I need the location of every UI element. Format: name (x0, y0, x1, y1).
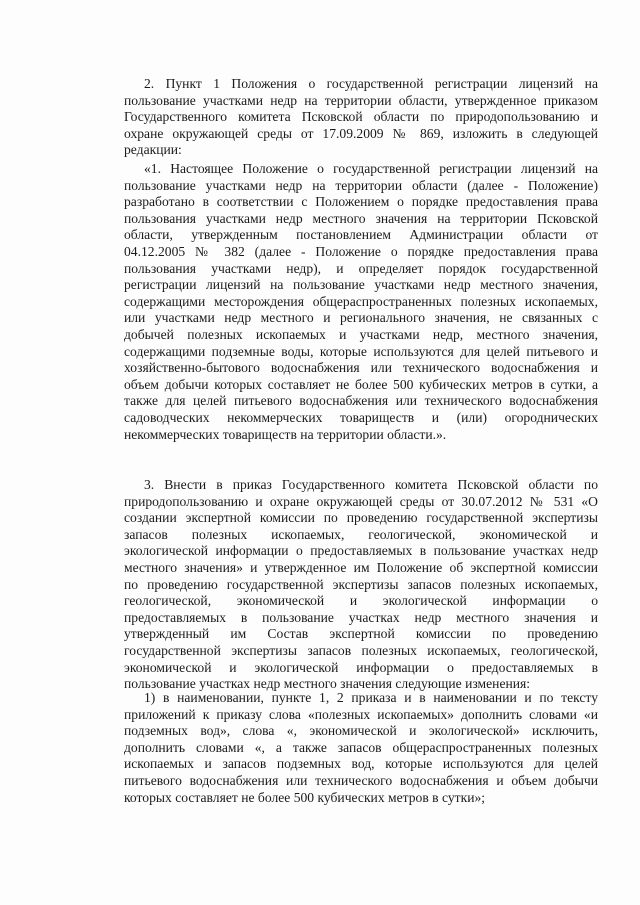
text-line: по проведению государственной экспертизы запасов полезных ископаемых, (124, 576, 598, 592)
text-line: дополнить словами «, а также запасов общераспространенных полезных (124, 739, 598, 755)
text-line: содержащими подземные воды, которые используются для целей питьевого и (124, 343, 598, 359)
paragraph-3 (124, 477, 598, 693)
text-line: садоводческих некоммерческих товариществ и (или) огороднических (124, 409, 598, 425)
text-line: государственной экспертизы запасов полезных ископаемых, геологической, (124, 642, 598, 658)
text-line: или участками недр местного и регионального значения, не связанных с (124, 310, 598, 326)
text-line: добычей полезных ископаемых и участками недр, местного значения, (124, 326, 598, 342)
paragraph-3-item-1 (124, 690, 598, 806)
text-line: регистрации лицензий на пользование участками недр местного значения, (124, 277, 598, 293)
text-line: 1) в наименовании, пункте 1, 2 приказа и в наименовании и по тексту (144, 690, 598, 705)
text-line: пользование участками недр на территории области (далее - Положение) (124, 177, 598, 193)
text-line: хозяйственно-бытового водоснабжения или технического водоснабжения и (124, 360, 598, 376)
text-line: ископаемых и запасов подземных вод, которые используются для целей (124, 756, 598, 772)
text-line: экономической и экологической информации о предоставляемых в (124, 659, 598, 675)
text-line: редакции: (124, 142, 182, 158)
text-line: пользования участками недр местного значения на территории Псковской (124, 210, 598, 226)
text-line: природопользованию и охране окружающей среды от 30.07.2012 № 531 «О (124, 493, 598, 509)
text-line: пользование участках недр местного значения следующие изменения: (124, 676, 531, 692)
text-line: создании экспертной комиссии по проведению государственной экспертизы (124, 510, 598, 526)
text-line: пользование участками недр на территории области, утвержденное приказом (124, 92, 598, 108)
text-line: 2. Пункт 1 Положения о государственной регистрации лицензий на (144, 76, 598, 91)
text-line: запасов полезных ископаемых, геологической, экономической и (124, 526, 598, 542)
text-line: подземных вод», слова «, экономической и экологической» исключить, (124, 723, 598, 739)
paragraph-2-quote (124, 161, 598, 443)
text-line: разработано в соответствии с Положением о порядке предоставления права (124, 194, 598, 210)
text-line: утвержденный им Состав экспертной комиссии по проведению (124, 626, 598, 642)
text-line: области, утвержденным постановлением Администрации области от (124, 227, 598, 243)
text-line: 04.12.2005 № 382 (далее - Положение о порядке предоставления права (124, 243, 598, 259)
text-line: охране окружающей среды от 17.09.2009 № 869, изложить в следующей (124, 125, 598, 141)
text-line: также для целей питьевого водоснабжения или технического водоснабжения (124, 393, 598, 409)
text-line: объем добычи которых составляет не более 500 кубических метров в сутки, а (124, 376, 598, 392)
text-line: геологической, экономической и экологической информации о (124, 593, 598, 609)
text-line: пользования участками недр), и определяет порядок государственной (124, 260, 598, 276)
paragraph-2 (124, 76, 598, 159)
text-line: экологической информации о предоставляемых в пользование участках недр (124, 543, 598, 559)
text-line: питьевого водоснабжения или технического водоснабжения и объем добычи (124, 772, 598, 788)
text-line: 3. Внести в приказ Государственного комитета Псковской области по (144, 477, 598, 492)
text-line: которых составляет не более 500 кубических метров в сутки»; (124, 789, 486, 805)
text-line: приложений к приказу слова «полезных ископаемых» дополнить словами «и (124, 706, 598, 722)
text-line: предоставляемых в пользование участках недр местного значения и (124, 609, 598, 625)
text-line: Государственного комитета Псковской области по природопользованию и (124, 109, 598, 125)
text-line: местного значения» и утвержденное им Положение об экспертной комиссии (124, 559, 598, 575)
text-line: «1. Настоящее Положение о государственной регистрации лицензий на (144, 161, 598, 176)
text-line: некоммерческих товариществ на территории области.». (124, 426, 447, 442)
text-line: содержащими месторождения общераспространенных полезных ископаемых, (124, 293, 598, 309)
